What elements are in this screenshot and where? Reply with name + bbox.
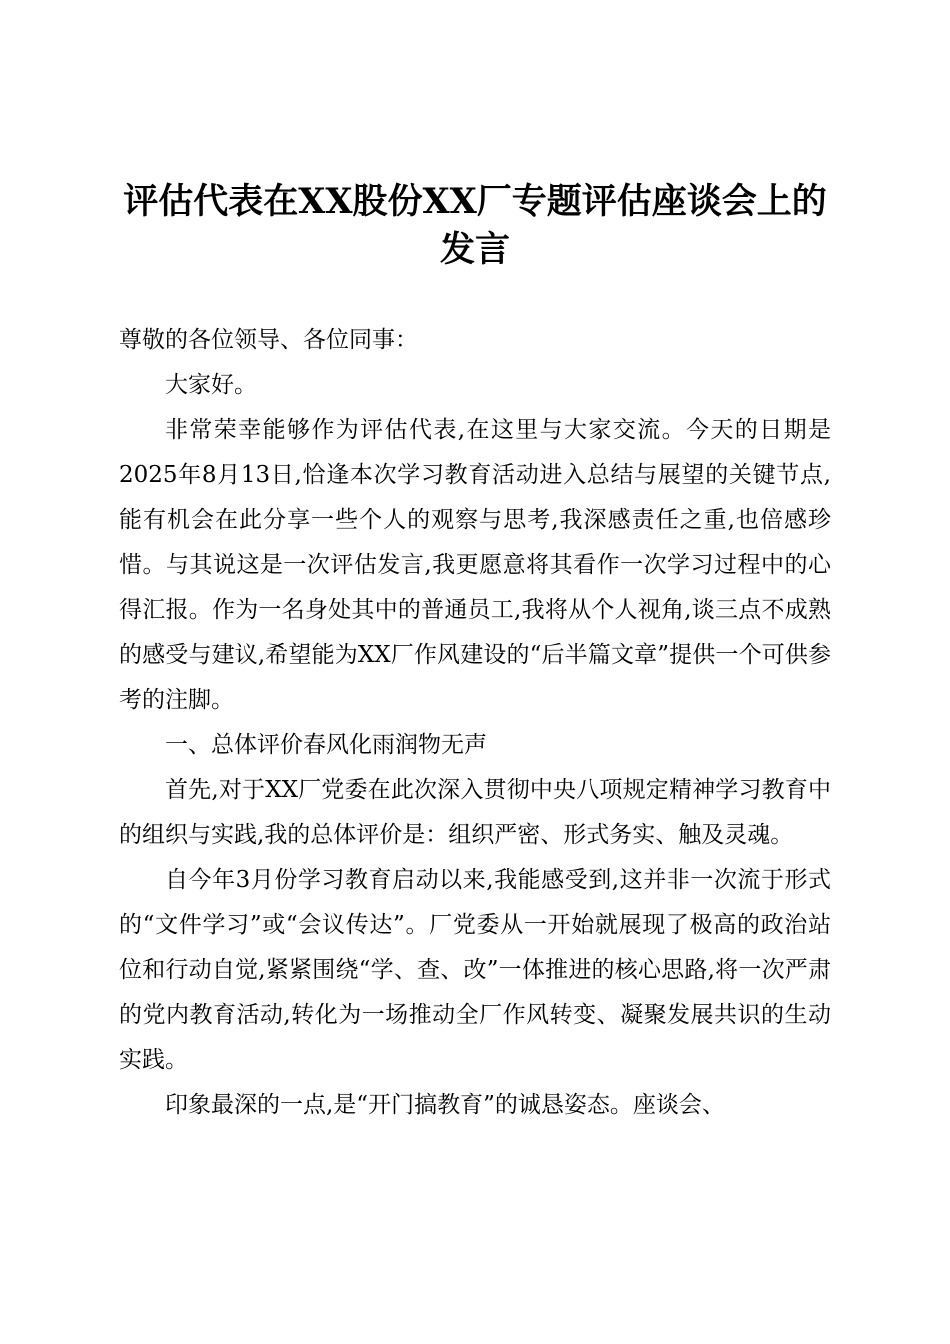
body-paragraph: 首先,对于XX厂党委在此次深入贯彻中央八项规定精神学习教育中的组织与实践,我的总体评价是：组织严密、形式务实、触及灵魂。	[119, 777, 831, 848]
intro-paragraph: 非常荣幸能够作为评估代表,在这里与大家交流。今天的日期是2025年8月13日,恰逢本次学习教育活动进入总结与展望的关键节点,能有机会在此分享一些个人的观察与思考,我深感责任之重,也倍感珍惜。与其说这是一次评估发言,我更愿意将其看作一次学习过程中的心得汇报。作为一名身处其中的普通员工,我将从个人视角,谈三点不成熟的感受与建议,希望能为XX厂作风建设的“后半篇文章”提供一个可供参考的注脚。	[119, 417, 831, 713]
section-heading: 一、总体评价春风化雨润物无声	[165, 732, 487, 758]
document-title: 评估代表在XX股份XX厂专题评估座谈会上的发言	[123, 181, 827, 270]
salutation: 尊敬的各位领导、各位同事：	[119, 327, 418, 353]
body-paragraph: 印象最深的一点,是“开门搞教育”的诚恳姿态。座谈会、	[165, 1092, 725, 1118]
body-paragraph: 自今年3月份学习教育启动以来,我能感受到,这并非一次流于形式的“文件学习”或“会议传达”。厂党委从一开始就展现了极高的政治站位和行动自觉,紧紧围绕“学、查、改”一体推进的核心思路,将一次严肃的党内教育活动,转化为一场推动全厂作风转变、凝聚发展共识的生动实践。	[119, 867, 831, 1073]
greeting: 大家好。	[165, 372, 257, 398]
document-body	[119, 318, 831, 1128]
